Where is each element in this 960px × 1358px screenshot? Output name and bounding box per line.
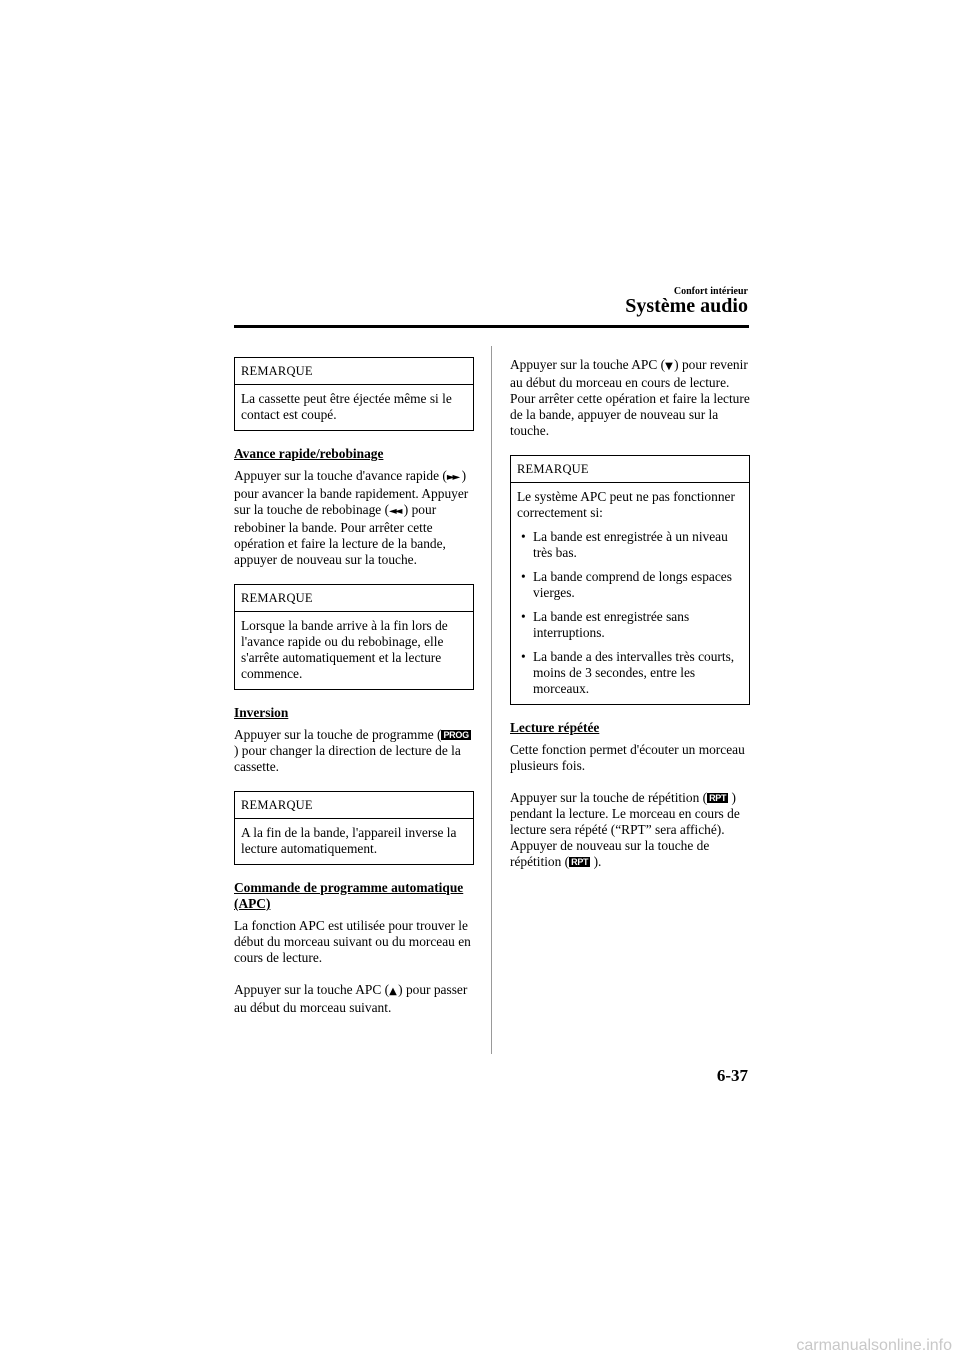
subheading-repeat: Lecture répétée bbox=[510, 720, 600, 735]
note-text: La cassette peut être éjectée même si le contact est coupé. bbox=[241, 391, 452, 422]
bullet-icon: • bbox=[521, 609, 526, 624]
note-label: REMARQUE bbox=[511, 456, 749, 483]
rpt-key-icon: RPT bbox=[571, 857, 589, 867]
note-box bbox=[234, 357, 474, 431]
note-label: REMARQUE bbox=[235, 585, 473, 612]
list-item: • La bande est enregistrée à un niveau très bas. bbox=[517, 529, 743, 561]
paragraph-apc-intro: La fonction APC est utilisée pour trouver le début du morceau suivant ou du morceau en cours de lecture. bbox=[234, 918, 471, 965]
rewind-icon: ◄◄ bbox=[389, 506, 401, 517]
note-box bbox=[234, 584, 474, 690]
paragraph-inversion: Appuyer sur la touche de programme ( PROG ) pour changer la direction de lecture de la cassette. bbox=[234, 727, 469, 774]
subheading-inversion: Inversion bbox=[234, 705, 289, 720]
note-box bbox=[510, 455, 750, 705]
list-item: • La bande est enregistrée sans interruptions. bbox=[517, 609, 743, 641]
bullet-icon: • bbox=[521, 529, 526, 544]
list-item: • La bande a des intervalles très courts, moins de 3 secondes, entre les morceaux. bbox=[517, 649, 743, 697]
rpt-key-icon: RPT bbox=[709, 793, 727, 803]
watermark: carmanualsonline.info bbox=[796, 1337, 952, 1354]
note-box bbox=[234, 791, 474, 865]
note-text: Lorsque la bande arrive à la fin lors de l'avance rapide ou du rebobinage, elle s'arrête automatiquement et la lecture commence. bbox=[241, 618, 448, 681]
paragraph-apc-back: Appuyer sur la touche APC (▼ ) pour revenir au début du morceau en cours de lecture. Pour arrêter cette opération et faire la lecture de la bande, appuyer de nouveau sur la touche. bbox=[510, 357, 750, 438]
paragraph-repeat-on: Appuyer sur la touche de répétition ( RPT ) pendant la lecture. Le morceau en cours de lecture sera répété (“RPT” sera affiché). bbox=[510, 790, 740, 837]
fast-forward-icon: ►► bbox=[446, 472, 459, 483]
right-column bbox=[510, 357, 750, 870]
down-arrow-icon: ▼ bbox=[665, 361, 671, 372]
note-text: Le système APC peut ne pas fonctionner correctement si: bbox=[517, 489, 735, 520]
list-item: • La bande comprend de longs espaces vierges. bbox=[517, 569, 743, 601]
subheading-apc: Commande de programme automatique (APC) bbox=[234, 880, 464, 911]
paragraph-fast-forward: Appuyer sur la touche d'avance rapide (►► ) pour avancer la bande rapidement. Appuyer sur la touche de rebobinage (◄◄ ) pour rebobiner la bande. Pour arrêter cette opération et faire la lecture de la bande, appuyer de nouveau sur la touche. bbox=[234, 468, 469, 567]
up-arrow-icon: ▲ bbox=[389, 986, 395, 997]
bullet-icon: • bbox=[521, 569, 526, 584]
prog-key-icon: PROG bbox=[443, 730, 469, 740]
paragraph-apc-next: Appuyer sur la touche APC (▲ ) pour passer au début du morceau suivant. bbox=[234, 982, 468, 1015]
note-label: REMARQUE bbox=[235, 358, 473, 385]
paragraph-repeat-off: Appuyer de nouveau sur la touche de répétition ( RPT ). bbox=[510, 838, 710, 869]
page-number: 6-37 bbox=[716, 1066, 748, 1085]
note-label: REMARQUE bbox=[235, 792, 473, 819]
note-text: A la fin de la bande, l'appareil inverse la lecture automatiquement. bbox=[241, 825, 457, 856]
column-divider bbox=[491, 346, 492, 1054]
section-label: Confort intérieur bbox=[673, 286, 748, 297]
paragraph-repeat-intro: Cette fonction permet d'écouter un morceau plusieurs fois. bbox=[510, 742, 745, 773]
page-title: Système audio bbox=[625, 295, 748, 317]
subheading-fast-forward: Avance rapide/rebobinage bbox=[234, 446, 384, 461]
left-column bbox=[234, 357, 474, 1016]
header-rule bbox=[234, 325, 749, 328]
bullet-icon: • bbox=[521, 649, 526, 664]
